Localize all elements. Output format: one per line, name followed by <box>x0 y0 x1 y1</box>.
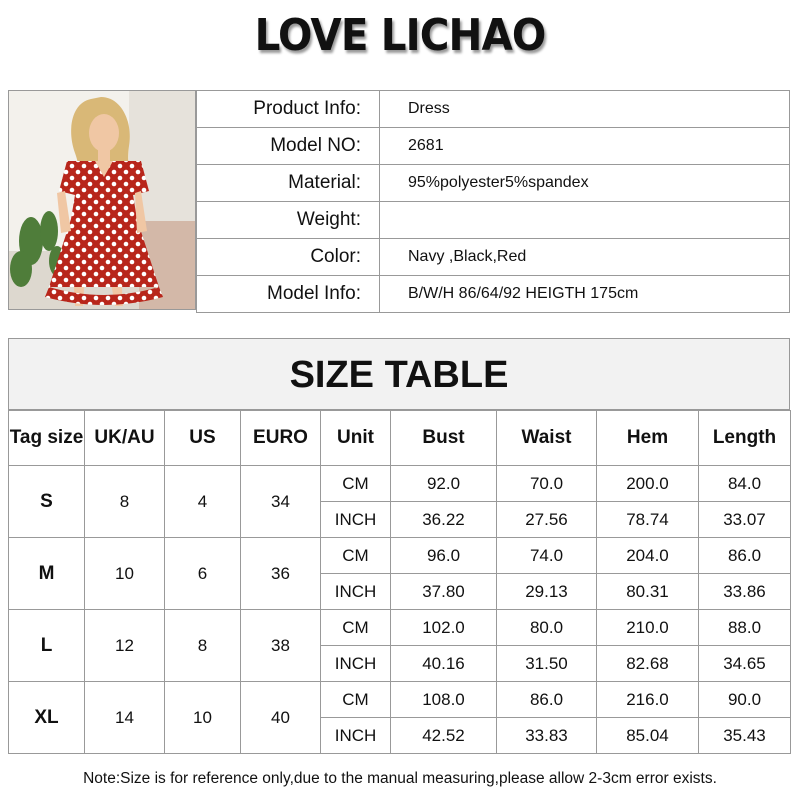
bust-cell: 40.16 <box>391 646 497 682</box>
hem-cell: 82.68 <box>597 646 699 682</box>
euro-cell: 34 <box>241 466 321 538</box>
length-cell: 33.86 <box>699 574 791 610</box>
euro-cell: 40 <box>241 682 321 754</box>
unit-cell: CM <box>321 682 391 718</box>
info-row <box>197 128 790 165</box>
waist-cell: 70.0 <box>497 466 597 502</box>
length-cell: 34.65 <box>699 646 791 682</box>
hem-cell: 210.0 <box>597 610 699 646</box>
unit-cell: INCH <box>321 574 391 610</box>
unit-cell: INCH <box>321 718 391 754</box>
table-row <box>9 538 791 574</box>
length-cell: 86.0 <box>699 538 791 574</box>
info-row <box>197 165 790 202</box>
us-cell: 6 <box>165 538 241 610</box>
info-label: Model NO: <box>197 128 380 165</box>
info-row <box>197 202 790 239</box>
info-label: Model Info: <box>197 276 380 313</box>
uk-au-cell: 12 <box>85 610 165 682</box>
us-cell: 4 <box>165 466 241 538</box>
unit-cell: INCH <box>321 646 391 682</box>
info-value: B/W/H 86/64/92 HEIGTH 175cm <box>380 276 790 313</box>
table-row <box>9 610 791 646</box>
size-table-title: SIZE TABLE <box>8 338 790 410</box>
info-row <box>197 91 790 128</box>
waist-cell: 80.0 <box>497 610 597 646</box>
waist-cell: 31.50 <box>497 646 597 682</box>
hem-cell: 80.31 <box>597 574 699 610</box>
unit-cell: CM <box>321 538 391 574</box>
tag-size-cell: S <box>9 466 85 538</box>
waist-cell: 27.56 <box>497 502 597 538</box>
euro-cell: 38 <box>241 610 321 682</box>
hem-cell: 78.74 <box>597 502 699 538</box>
brand-title: LOVE LICHAO <box>254 10 546 61</box>
waist-cell: 33.83 <box>497 718 597 754</box>
info-label: Weight: <box>197 202 380 239</box>
size-table-section <box>8 338 790 759</box>
column-header: EURO <box>241 411 321 466</box>
column-header: Hem <box>597 411 699 466</box>
waist-cell: 29.13 <box>497 574 597 610</box>
bust-cell: 108.0 <box>391 682 497 718</box>
length-cell: 88.0 <box>699 610 791 646</box>
column-header: Unit <box>321 411 391 466</box>
us-cell: 8 <box>165 610 241 682</box>
size-table <box>8 410 791 754</box>
bust-cell: 36.22 <box>391 502 497 538</box>
info-value <box>380 202 790 239</box>
length-cell: 84.0 <box>699 466 791 502</box>
column-header: Tag size <box>9 411 85 466</box>
euro-cell: 36 <box>241 538 321 610</box>
hem-cell: 85.04 <box>597 718 699 754</box>
table-row <box>9 466 791 502</box>
unit-cell: CM <box>321 466 391 502</box>
info-label: Material: <box>197 165 380 202</box>
column-header: US <box>165 411 241 466</box>
info-value: Dress <box>380 91 790 128</box>
tag-size-cell: L <box>9 610 85 682</box>
info-row <box>197 239 790 276</box>
tag-size-cell: XL <box>9 682 85 754</box>
length-cell: 35.43 <box>699 718 791 754</box>
waist-cell: 74.0 <box>497 538 597 574</box>
bust-cell: 96.0 <box>391 538 497 574</box>
size-note: Note:Size is for reference only,due to the manual measuring,please allow 2-3cm error exists. <box>83 770 717 787</box>
column-header: Length <box>699 411 791 466</box>
info-label: Color: <box>197 239 380 276</box>
unit-cell: CM <box>321 610 391 646</box>
info-value: 95%polyester5%spandex <box>380 165 790 202</box>
column-header: Bust <box>391 411 497 466</box>
bust-cell: 92.0 <box>391 466 497 502</box>
product-info-table <box>196 90 790 313</box>
info-row <box>197 276 790 313</box>
bust-cell: 42.52 <box>391 718 497 754</box>
info-value: 2681 <box>380 128 790 165</box>
column-header: Waist <box>497 411 597 466</box>
us-cell: 10 <box>165 682 241 754</box>
hem-cell: 204.0 <box>597 538 699 574</box>
unit-cell: INCH <box>321 502 391 538</box>
hem-cell: 216.0 <box>597 682 699 718</box>
info-value: Navy ,Black,Red <box>380 239 790 276</box>
bust-cell: 102.0 <box>391 610 497 646</box>
tag-size-cell: M <box>9 538 85 610</box>
uk-au-cell: 10 <box>85 538 165 610</box>
uk-au-cell: 8 <box>85 466 165 538</box>
waist-cell: 86.0 <box>497 682 597 718</box>
length-cell: 33.07 <box>699 502 791 538</box>
length-cell: 90.0 <box>699 682 791 718</box>
product-photo <box>8 90 196 310</box>
column-header: UK/AU <box>85 411 165 466</box>
table-row <box>9 682 791 718</box>
info-label: Product Info: <box>197 91 380 128</box>
uk-au-cell: 14 <box>85 682 165 754</box>
hem-cell: 200.0 <box>597 466 699 502</box>
bust-cell: 37.80 <box>391 574 497 610</box>
